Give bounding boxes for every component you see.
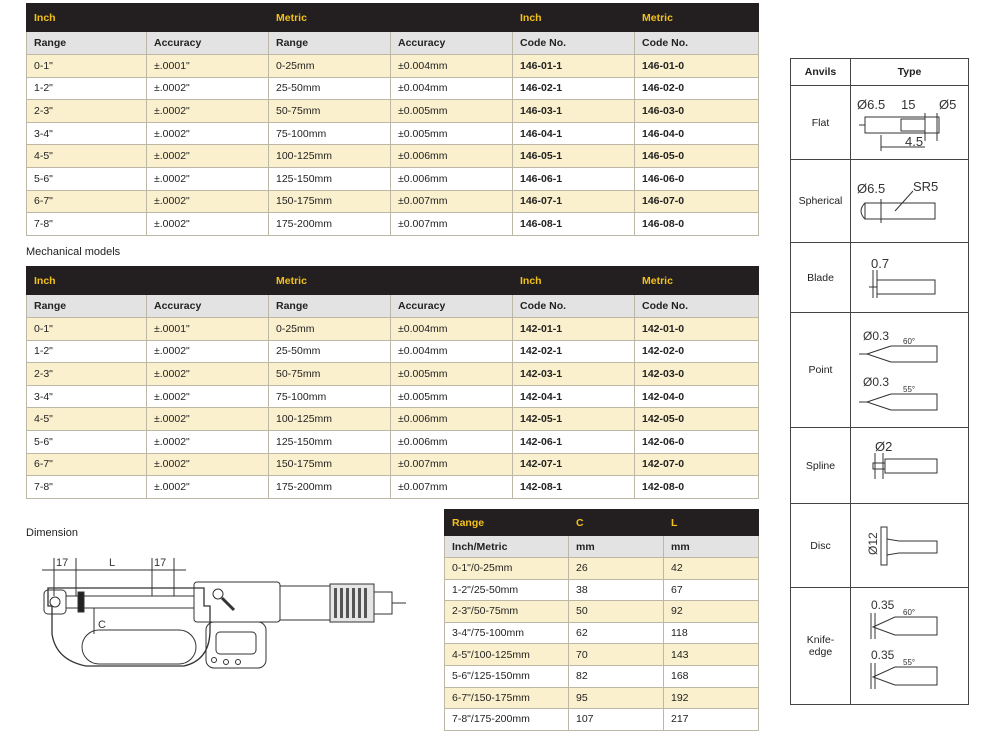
cell: 146-05-0: [635, 145, 759, 168]
cell: 125-150mm: [269, 430, 391, 453]
cell: 146-07-0: [635, 190, 759, 213]
cell: 3-4"/75-100mm: [445, 622, 569, 644]
cell: 100-125mm: [269, 145, 391, 168]
cell: 146-03-0: [635, 100, 759, 123]
anvil-drawing-spherical: [851, 160, 969, 243]
cell: ±.0002": [147, 430, 269, 453]
cell: 142-06-0: [635, 430, 759, 453]
cell: ±0.005mm: [391, 385, 513, 408]
spherical-dim-radius: SR5: [913, 179, 939, 194]
cell: ±0.004mm: [391, 340, 513, 363]
cell: 142-02-1: [513, 340, 635, 363]
anvil-name-knife-edge: [791, 588, 851, 705]
knife-dim-width1: 0.35: [871, 598, 895, 612]
table-row: [27, 77, 759, 100]
col-c-mm: mm: [569, 536, 664, 558]
col-range: Range: [27, 32, 147, 55]
cell: 2-3": [27, 100, 147, 123]
table-row: [27, 453, 759, 476]
cell: 175-200mm: [269, 476, 391, 499]
cell: 6-7"/150-175mm: [445, 687, 569, 709]
table-header-row: [445, 510, 759, 536]
anvil-row-flat: [791, 86, 969, 160]
header-l: L: [664, 510, 759, 536]
anvil-name-point: Point: [791, 313, 851, 428]
cell: 146-01-1: [513, 55, 635, 78]
cell: 1-2": [27, 340, 147, 363]
cell: ±0.005mm: [391, 122, 513, 145]
table-row: [445, 709, 759, 731]
cell: ±.0001": [147, 55, 269, 78]
table-row: [27, 476, 759, 499]
column-header-row: [27, 32, 759, 55]
table-row: [27, 213, 759, 236]
cell: 217: [664, 709, 759, 731]
table-row: [445, 558, 759, 580]
cell: 146-06-0: [635, 167, 759, 190]
anvil-name-spherical: Spherical: [791, 160, 851, 243]
cell: ±0.006mm: [391, 430, 513, 453]
cell: 7-8": [27, 476, 147, 499]
cell: ±.0002": [147, 363, 269, 386]
table-row: [27, 408, 759, 431]
cell: 7-8"/175-200mm: [445, 709, 569, 731]
cell: ±.0002": [147, 476, 269, 499]
table-row: [27, 145, 759, 168]
cell: ±0.004mm: [391, 55, 513, 78]
cell: 175-200mm: [269, 213, 391, 236]
cell: 70: [569, 644, 664, 666]
cell: 3-4": [27, 122, 147, 145]
table-row: [27, 122, 759, 145]
disc-anvil-icon: [851, 505, 968, 587]
anvil-row-spherical: [791, 160, 969, 243]
point-dim-angle2: 55°: [903, 385, 916, 394]
cell: ±0.006mm: [391, 145, 513, 168]
micrometer-dimension-drawing: [34, 548, 412, 690]
knife-dim-width2: 0.35: [871, 648, 895, 662]
cell: ±.0001": [147, 318, 269, 341]
dimension-caption: Dimension: [26, 527, 78, 539]
col-range-metric: Range: [269, 32, 391, 55]
spline-dim-dia: Ø2: [875, 438, 893, 454]
cell: 1-2"/25-50mm: [445, 579, 569, 601]
spherical-anvil-icon: [851, 161, 968, 241]
cell: 0-1": [27, 318, 147, 341]
anvil-drawing-point: [851, 313, 969, 428]
table-row: [27, 190, 759, 213]
point-dim-dia2: Ø0.3: [863, 375, 890, 389]
cell: 4-5"/100-125mm: [445, 644, 569, 666]
table-row: [27, 100, 759, 123]
cell: ±0.004mm: [391, 318, 513, 341]
col-accuracy: Accuracy: [147, 32, 269, 55]
anvils-header-row: [791, 59, 969, 86]
cell: 146-07-1: [513, 190, 635, 213]
col-code-inch: Code No.: [513, 32, 635, 55]
cell: 2-3"/50-75mm: [445, 601, 569, 623]
cell: ±.0002": [147, 408, 269, 431]
point-anvil-icon: [851, 314, 968, 426]
cell: 146-02-1: [513, 77, 635, 100]
col-code-metric: Code No.: [635, 32, 759, 55]
anvil-row-point: [791, 313, 969, 428]
cell: 142-01-1: [513, 318, 635, 341]
cell: ±.0002": [147, 385, 269, 408]
cell: 62: [569, 622, 664, 644]
cell: 0-25mm: [269, 55, 391, 78]
cell: 142-03-0: [635, 363, 759, 386]
cell: 50-75mm: [269, 100, 391, 123]
anvil-drawing-disc: [851, 504, 969, 588]
cell: 4-5": [27, 408, 147, 431]
digital-specs-table: [26, 3, 759, 236]
table-row: [445, 687, 759, 709]
cell: 146-06-1: [513, 167, 635, 190]
cell: 142-03-1: [513, 363, 635, 386]
cell: 82: [569, 665, 664, 687]
header-inch: Inch: [27, 4, 269, 32]
knife-dim-angle2: 55°: [903, 658, 916, 667]
cell: 0-1": [27, 55, 147, 78]
cell: 142-05-1: [513, 408, 635, 431]
dimension-table: [444, 509, 759, 731]
column-header-row: [445, 536, 759, 558]
cell: 107: [569, 709, 664, 731]
mechanical-models-caption: Mechanical models: [26, 246, 121, 258]
cell: 50: [569, 601, 664, 623]
cell: 146-08-1: [513, 213, 635, 236]
col-accuracy: Accuracy: [147, 295, 269, 318]
cell: 142-02-0: [635, 340, 759, 363]
cell: 146-04-0: [635, 122, 759, 145]
dim-label-left: 17: [56, 557, 69, 569]
knife-edge-anvil-icon: [851, 589, 968, 703]
cell: 2-3": [27, 363, 147, 386]
table-row: [27, 430, 759, 453]
cell: 38: [569, 579, 664, 601]
blade-anvil-icon: [851, 244, 968, 312]
col-range-metric: Range: [269, 295, 391, 318]
header-c: C: [569, 510, 664, 536]
cell: ±.0002": [147, 77, 269, 100]
cell: ±0.005mm: [391, 363, 513, 386]
cell: 150-175mm: [269, 453, 391, 476]
header-metric: Metric: [269, 4, 513, 32]
col-code-inch: Code No.: [513, 295, 635, 318]
dim-label-right: 17: [154, 557, 167, 569]
header-range: Range: [445, 510, 569, 536]
table-row: [27, 55, 759, 78]
cell: ±.0002": [147, 340, 269, 363]
cell: 146-02-0: [635, 77, 759, 100]
anvil-name-flat: Flat: [791, 86, 851, 160]
cell: 146-04-1: [513, 122, 635, 145]
table-row: [27, 340, 759, 363]
cell: 142-07-0: [635, 453, 759, 476]
cell: 146-01-0: [635, 55, 759, 78]
cell: 67: [664, 579, 759, 601]
cell: ±0.007mm: [391, 190, 513, 213]
col-accuracy-metric: Accuracy: [391, 295, 513, 318]
table-row: [445, 665, 759, 687]
cell: 42: [664, 558, 759, 580]
cell: 142-08-1: [513, 476, 635, 499]
cell: 3-4": [27, 385, 147, 408]
cell: 142-04-1: [513, 385, 635, 408]
cell: 146-08-0: [635, 213, 759, 236]
cell: ±0.005mm: [391, 100, 513, 123]
spline-anvil-icon: [851, 429, 968, 503]
cell: ±0.006mm: [391, 408, 513, 431]
anvil-row-spline: [791, 428, 969, 504]
cell: 0-25mm: [269, 318, 391, 341]
cell: 25-50mm: [269, 340, 391, 363]
table-row: [445, 644, 759, 666]
cell: ±.0002": [147, 122, 269, 145]
cell: 25-50mm: [269, 77, 391, 100]
cell: ±0.006mm: [391, 167, 513, 190]
header-inch: Inch: [27, 267, 269, 295]
cell: 4-5": [27, 145, 147, 168]
table-row: [27, 167, 759, 190]
header-type: Type: [851, 59, 969, 86]
col-inch-metric: Inch/Metric: [445, 536, 569, 558]
header-inch-code: Inch: [513, 4, 635, 32]
cell: 142-01-0: [635, 318, 759, 341]
table-row: [445, 622, 759, 644]
anvil-row-disc: [791, 504, 969, 588]
cell: ±.0002": [147, 167, 269, 190]
cell: ±0.007mm: [391, 213, 513, 236]
table-row: [27, 363, 759, 386]
col-accuracy-metric: Accuracy: [391, 32, 513, 55]
dim-label-middle: L: [109, 557, 116, 569]
table-header-row: [27, 267, 759, 295]
spherical-dim-dia: Ø6.5: [857, 181, 886, 196]
flat-dim-dia2: Ø5: [939, 96, 957, 112]
header-inch-code: Inch: [513, 267, 635, 295]
header-metric-code: Metric: [635, 4, 759, 32]
cell: 95: [569, 687, 664, 709]
anvil-row-blade: [791, 243, 969, 313]
cell: 125-150mm: [269, 167, 391, 190]
column-header-row: [27, 295, 759, 318]
cell: 146-05-1: [513, 145, 635, 168]
cell: ±.0002": [147, 190, 269, 213]
blade-dim-thickness: 0.7: [871, 255, 890, 271]
cell: 6-7": [27, 190, 147, 213]
cell: ±.0002": [147, 100, 269, 123]
cell: ±.0002": [147, 453, 269, 476]
cell: 75-100mm: [269, 122, 391, 145]
header-anvils: Anvils: [791, 59, 851, 86]
mechanical-specs-table: [26, 266, 759, 499]
anvils-type-table: [790, 58, 969, 705]
anvil-name-blade: Blade: [791, 243, 851, 313]
table-header-row: [27, 4, 759, 32]
table-row: [27, 385, 759, 408]
flat-dim-dia: Ø6.5: [857, 96, 886, 112]
cell: 142-06-1: [513, 430, 635, 453]
table-row: [27, 318, 759, 341]
knife-name-line2: edge: [808, 646, 833, 658]
cell: 100-125mm: [269, 408, 391, 431]
cell: ±.0002": [147, 213, 269, 236]
point-dim-angle1: 60°: [903, 337, 916, 346]
cell: 6-7": [27, 453, 147, 476]
cell: 92: [664, 601, 759, 623]
cell: 0-1"/0-25mm: [445, 558, 569, 580]
disc-dim-dia: Ø12: [866, 531, 880, 555]
cell: 150-175mm: [269, 190, 391, 213]
col-l-mm: mm: [664, 536, 759, 558]
dim-label-depth: C: [98, 619, 106, 631]
header-metric: Metric: [269, 267, 513, 295]
cell: 192: [664, 687, 759, 709]
flat-dim-length: 15: [901, 96, 916, 112]
knife-dim-angle1: 60°: [903, 608, 916, 617]
anvil-name-spline: Spline: [791, 428, 851, 504]
col-code-metric: Code No.: [635, 295, 759, 318]
cell: 142-07-1: [513, 453, 635, 476]
cell: 168: [664, 665, 759, 687]
cell: ±0.007mm: [391, 453, 513, 476]
cell: 75-100mm: [269, 385, 391, 408]
anvil-drawing-blade: [851, 243, 969, 313]
anvil-drawing-flat: [851, 86, 969, 160]
cell: 142-05-0: [635, 408, 759, 431]
anvil-name-disc: Disc: [791, 504, 851, 588]
cell: ±0.004mm: [391, 77, 513, 100]
cell: 5-6"/125-150mm: [445, 665, 569, 687]
flat-anvil-icon: [851, 87, 968, 159]
cell: 118: [664, 622, 759, 644]
cell: ±0.007mm: [391, 476, 513, 499]
table-row: [445, 579, 759, 601]
col-range: Range: [27, 295, 147, 318]
cell: 146-03-1: [513, 100, 635, 123]
cell: 142-08-0: [635, 476, 759, 499]
knife-name-line1: Knife-: [806, 634, 835, 646]
anvil-drawing-spline: [851, 428, 969, 504]
table-row: [445, 601, 759, 623]
cell: 5-6": [27, 167, 147, 190]
cell: 50-75mm: [269, 363, 391, 386]
cell: 1-2": [27, 77, 147, 100]
cell: 5-6": [27, 430, 147, 453]
point-dim-dia1: Ø0.3: [863, 329, 890, 343]
cell: 142-04-0: [635, 385, 759, 408]
flat-dim-width: 4.5: [905, 133, 924, 149]
cell: 143: [664, 644, 759, 666]
cell: 26: [569, 558, 664, 580]
anvil-drawing-knife-edge: [851, 588, 969, 705]
anvil-row-knife-edge: [791, 588, 969, 705]
header-metric-code: Metric: [635, 267, 759, 295]
cell: ±.0002": [147, 145, 269, 168]
cell: 7-8": [27, 213, 147, 236]
